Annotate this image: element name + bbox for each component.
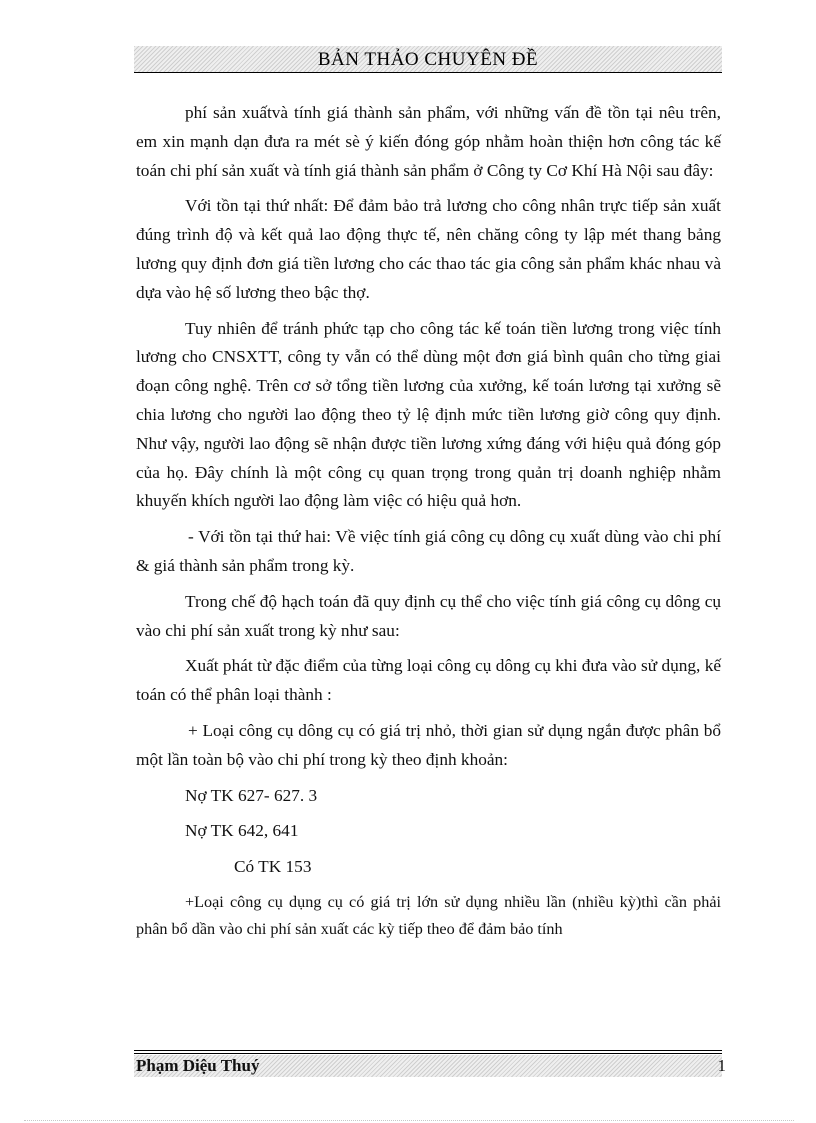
paragraph-classification: Xuất phát từ đặc điểm của từng loại công cụ dông cụ khi đưa vào sử dụng, kế toán có thể phân loại thành :: [136, 656, 721, 705]
paragraph-wage-solution: Tuy nhiên để tránh phức tạp cho công tác kế toán tiền lương trong việc tính lương cho CNSXTT, công ty vẫn có thể dùng một đơn giá bình quân cho từng giai đoạn công nghệ. Trên cơ sở tổng tiền lương của xưởng, kế toán lương tại xưởng sẽ chia lương cho người lao động theo tỷ lệ định mức tiền lương giờ công quy định. Như vậy, người lao động sẽ nhận được tiền lương xứng đáng với hiệu quả đóng góp của họ. Đây chính là một công cụ quan trọng trong quản trị doanh nghiệp nhằm khuyến khích người lao động làm việc có hiệu quả hơn.: [136, 318, 721, 511]
paragraph-intro-continuation: phí sản xuấtvà tính giá thành sản phẩm, với những vấn đề tồn tại nêu trên, em xin mạnh dạn đưa ra mét sè ý kiến đóng góp nhằm hoàn thiện hơn công tác kế toán chi phí sản xuất và tính giá thành sản phẩm ở Công ty Cơ Khí Hà Nội sau đây:: [136, 103, 721, 180]
footer-author: Phạm Diệu Thuý: [136, 1056, 260, 1075]
page-number: 1: [717, 1056, 726, 1075]
footer-rule-thick: [134, 1050, 722, 1051]
page-footer: [134, 1055, 726, 1077]
paragraph-small-tools: + Loại công cụ dông cụ có giá trị nhỏ, thời gian sử dụng ngắn được phân bổ một lần toàn bộ vào chi phí trong kỳ theo định khoản:: [136, 720, 721, 769]
header-title: BẢN THẢO CHUYÊN ĐỀ: [317, 49, 539, 70]
paragraph-accounting-regime: Trong chế độ hạch toán đã quy định cụ thể cho việc tính giá công cụ dông cụ vào chi phí sản xuất trong kỳ như sau:: [136, 591, 721, 640]
footer-rule-thin: [134, 1053, 722, 1054]
body-text: [136, 99, 721, 950]
page-header: [134, 46, 722, 73]
paragraph-first-issue: Với tồn tại thứ nhất: Để đảm bảo trả lương cho công nhân trực tiếp sản xuất đúng trình độ và kết quả lao động thực tế, nên chăng công ty lập mét thang bảng lương quy định đơn giá tiền lương cho các thao tác gia công sản phẩm khác nhau và dựa vào hệ số lương theo bậc thợ.: [136, 196, 721, 302]
account-entry-debit-642: Nợ TK 642, 641: [185, 821, 299, 841]
paragraph-second-issue: - Với tồn tại thứ hai: Về việc tính giá công cụ dông cụ xuất dùng vào chi phí & giá thành sản phẩm trong kỳ.: [136, 527, 721, 575]
page-bottom-dotted-line: [24, 1120, 794, 1121]
paragraph-large-tools: +Loại công cụ dụng cụ có giá trị lớn sử dụng nhiều lần (nhiều kỳ)thì cần phải phân bổ dần vào chi phí sản xuất các kỳ tiếp theo để đảm bảo tính: [136, 892, 721, 938]
account-entry-debit-627: Nợ TK 627- 627. 3: [185, 785, 318, 805]
account-entry-credit-153: Có TK 153: [234, 857, 312, 877]
